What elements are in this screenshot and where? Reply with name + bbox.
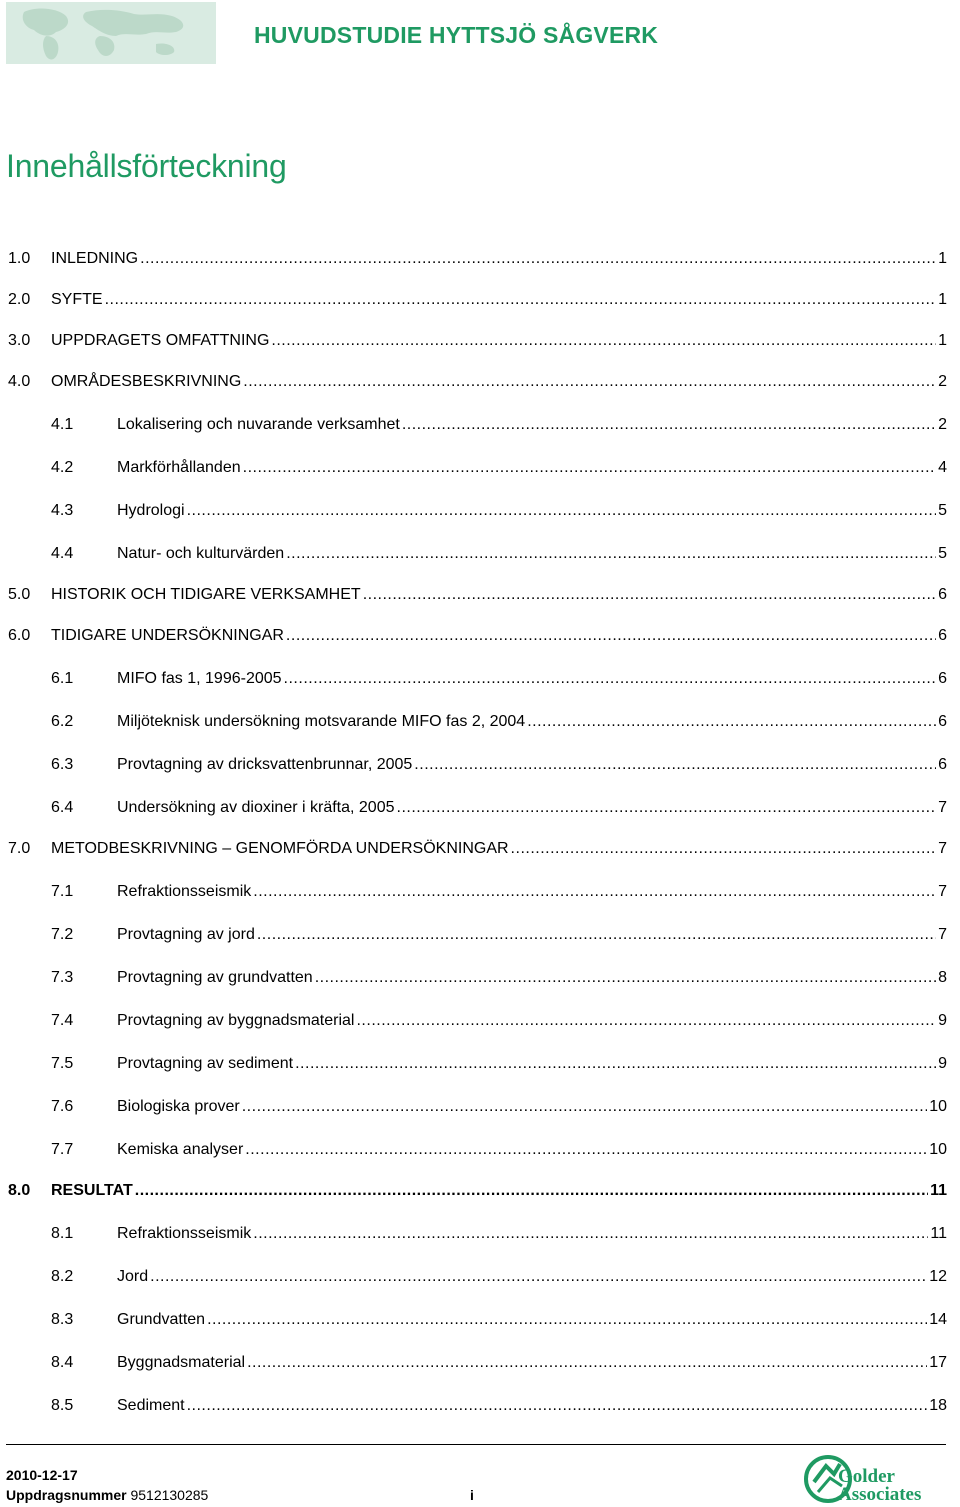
toc-entry-number: 8.5 (51, 1397, 74, 1414)
footer-date: 2010-12-17 (6, 1467, 78, 1483)
toc-entry-page: 11 (930, 1225, 947, 1242)
toc-entry-title: Kemiska analyser (117, 1141, 244, 1158)
toc-entry-page: 6 (938, 670, 947, 687)
toc-entry-page: 11 (930, 1182, 947, 1199)
toc-leader (243, 371, 936, 393)
toc-entry-4-2[interactable] (51, 457, 947, 479)
toc-entry-title: RESULTAT (51, 1182, 133, 1199)
toc-entry-number: 6.0 (8, 627, 31, 644)
company-name-line1: Golder (838, 1466, 895, 1487)
toc-entry-title: TIDIGARE UNDERSÖKNINGAR (51, 627, 284, 644)
toc-leader (527, 711, 936, 733)
toc-entry-number: 4.0 (8, 373, 31, 390)
toc-entry-6-2[interactable] (51, 711, 947, 733)
toc-entry-7-3[interactable] (51, 967, 947, 989)
order-number-label: Uppdragsnummer (6, 1487, 127, 1503)
toc-entry-number: 7.1 (51, 883, 74, 900)
toc-entry-number: 6.2 (51, 713, 74, 730)
toc-entry-number: 7.4 (51, 1012, 74, 1029)
toc-entry-page: 2 (938, 373, 947, 390)
toc-entry-6-4[interactable] (51, 797, 947, 819)
toc-entry-8-0[interactable] (8, 1180, 947, 1202)
toc-entry-page: 18 (929, 1397, 947, 1414)
toc-entry-number: 8.3 (51, 1311, 74, 1328)
toc-entry-page: 7 (938, 926, 947, 943)
toc-entry-title: Provtagning av byggnadsmaterial (117, 1012, 355, 1029)
toc-heading: Innehållsförteckning (6, 148, 287, 184)
toc-entry-7-5[interactable] (51, 1053, 947, 1075)
toc-entry-7-1[interactable] (51, 881, 947, 903)
toc-entry-7-7[interactable] (51, 1139, 947, 1161)
toc-entry-page: 6 (938, 713, 947, 730)
toc-leader (363, 584, 936, 606)
toc-leader (187, 1395, 928, 1417)
toc-entry-number: 7.6 (51, 1098, 74, 1115)
toc-entry-number: 4.2 (51, 459, 74, 476)
toc-entry-number: 4.3 (51, 502, 74, 519)
toc-leader (284, 668, 937, 690)
toc-entry-title: MIFO fas 1, 1996-2005 (117, 670, 282, 687)
toc-entry-6-0[interactable] (8, 625, 947, 647)
toc-entry-number: 7.0 (8, 840, 31, 857)
toc-leader (356, 1010, 936, 1032)
toc-entry-6-3[interactable] (51, 754, 947, 776)
toc-entry-8-4[interactable] (51, 1352, 947, 1374)
toc-entry-number: 7.3 (51, 969, 74, 986)
toc-leader (247, 1352, 927, 1374)
toc-entry-number: 5.0 (8, 586, 31, 603)
toc-entry-number: 4.4 (51, 545, 74, 562)
toc-entry-page: 6 (938, 756, 947, 773)
toc-entry-title: Lokalisering och nuvarande verksamhet (117, 416, 400, 433)
toc-entry-page: 10 (929, 1141, 947, 1158)
toc-entry-number: 7.5 (51, 1055, 74, 1072)
toc-leader (315, 967, 936, 989)
toc-entry-page: 14 (929, 1311, 947, 1328)
toc-entry-page: 6 (938, 586, 947, 603)
toc-entry-number: 6.3 (51, 756, 74, 773)
toc-entry-page: 5 (938, 545, 947, 562)
toc-entry-6-1[interactable] (51, 668, 947, 690)
toc-entry-page: 9 (938, 1055, 947, 1072)
toc-entry-title: OMRÅDESBESKRIVNING (51, 373, 242, 390)
toc-leader (414, 754, 936, 776)
toc-entry-7-2[interactable] (51, 924, 947, 946)
toc-entry-title: Sediment (117, 1397, 185, 1414)
toc-leader (511, 838, 937, 860)
toc-entry-number: 6.4 (51, 799, 74, 816)
toc-entry-4-4[interactable] (51, 543, 947, 565)
toc-entry-title: Undersökning av dioxiner i kräfta, 2005 (117, 799, 395, 816)
toc-leader (187, 500, 937, 522)
toc-entry-title: Grundvatten (117, 1311, 206, 1328)
toc-entry-title: UPPDRAGETS OMFATTNING (51, 332, 270, 349)
toc-entry-4-1[interactable] (51, 414, 947, 436)
toc-entry-8-5[interactable] (51, 1395, 947, 1417)
toc-leader (243, 457, 936, 479)
toc-leader (397, 797, 937, 819)
toc-entry-4-3[interactable] (51, 500, 947, 522)
toc-leader (253, 1223, 928, 1245)
toc-leader (150, 1266, 927, 1288)
toc-leader (257, 924, 936, 946)
toc-entry-4-0[interactable] (8, 371, 947, 393)
toc-entry-2-0[interactable] (8, 289, 947, 311)
toc-entry-number: 2.0 (8, 291, 31, 308)
toc-entry-7-4[interactable] (51, 1010, 947, 1032)
toc-entry-page: 9 (938, 1012, 947, 1029)
toc-entry-number: 8.1 (51, 1225, 74, 1242)
toc-entry-number: 4.1 (51, 416, 74, 433)
toc-entry-page: 8 (938, 969, 947, 986)
toc-entry-8-1[interactable] (51, 1223, 947, 1245)
toc-entry-page: 4 (938, 459, 947, 476)
toc-entry-title: METODBESKRIVNING – GENOMFÖRDA UNDERSÖKNINGAR (51, 840, 509, 857)
toc-entry-title: SYFTE (51, 291, 103, 308)
toc-entry-title: HISTORIK OCH TIDIGARE VERKSAMHET (51, 586, 361, 603)
toc-entry-8-3[interactable] (51, 1309, 947, 1331)
toc-entry-title: Byggnadsmaterial (117, 1354, 246, 1371)
toc-leader (207, 1309, 927, 1331)
toc-leader (295, 1053, 936, 1075)
toc-leader (253, 881, 936, 903)
company-name-line2: Associates (838, 1484, 922, 1505)
toc-entry-page: 17 (929, 1354, 947, 1371)
toc-entry-number: 7.2 (51, 926, 74, 943)
toc-entry-title: Provtagning av sediment (117, 1055, 294, 1072)
footer-order-number (6, 1487, 208, 1503)
toc-entry-title: Refraktionsseismik (117, 1225, 252, 1242)
toc-entry-page: 5 (938, 502, 947, 519)
toc-entry-3-0[interactable] (8, 330, 947, 352)
toc-entry-number: 8.0 (8, 1182, 31, 1199)
toc-entry-page: 7 (938, 883, 947, 900)
toc-entry-number: 8.4 (51, 1354, 74, 1371)
toc-entry-number: 6.1 (51, 670, 74, 687)
toc-entry-page: 2 (938, 416, 947, 433)
document-title: HUVUDSTUDIE HYTTSJÖ SÅGVERK (254, 22, 659, 48)
toc-leader (245, 1139, 927, 1161)
toc-entry-page: 7 (938, 799, 947, 816)
toc-entry-title: Hydrologi (117, 502, 185, 519)
toc-entry-title: Provtagning av dricksvattenbrunnar, 2005 (117, 756, 413, 773)
toc-entry-title: Jord (117, 1268, 149, 1285)
toc-entry-title: Refraktionsseismik (117, 883, 252, 900)
toc-leader (402, 414, 936, 436)
toc-leader (105, 289, 937, 311)
toc-leader (286, 543, 936, 565)
toc-entry-1-0[interactable] (8, 248, 947, 270)
toc-leader (135, 1180, 928, 1202)
toc-entry-page: 6 (938, 627, 947, 644)
toc-leader (271, 330, 936, 352)
toc-entry-page: 10 (929, 1098, 947, 1115)
toc-entry-title: INLEDNING (51, 250, 139, 267)
toc-entry-title: Provtagning av jord (117, 926, 255, 943)
order-number-value: 9512130285 (130, 1487, 209, 1503)
toc-leader (242, 1096, 927, 1118)
toc-entry-title: Miljöteknisk undersökning motsvarande MIFO fas 2, 2004 (117, 713, 526, 730)
toc-entry-5-0[interactable] (8, 584, 947, 606)
toc-entry-7-6[interactable] (51, 1096, 947, 1118)
toc-entry-page: 7 (938, 840, 947, 857)
toc-entry-title: Biologiska prover (117, 1098, 240, 1115)
toc-entry-number: 1.0 (8, 250, 31, 267)
toc-entry-number: 3.0 (8, 332, 31, 349)
toc-entry-page: 12 (929, 1268, 947, 1285)
toc-entry-number: 8.2 (51, 1268, 74, 1285)
toc-entry-page: 1 (938, 332, 947, 349)
toc-entry-page: 1 (938, 250, 947, 267)
toc-entry-page: 1 (938, 291, 947, 308)
toc-entry-7-0[interactable] (8, 838, 947, 860)
toc-entry-number: 7.7 (51, 1141, 74, 1158)
toc-leader (140, 248, 936, 270)
toc-entry-8-2[interactable] (51, 1266, 947, 1288)
toc-leader (286, 625, 936, 647)
toc-entry-title: Markförhållanden (117, 459, 241, 476)
footer-page-number: i (470, 1487, 474, 1503)
toc-entry-title: Provtagning av grundvatten (117, 969, 313, 986)
toc-entry-title: Natur- och kulturvärden (117, 545, 285, 562)
footer-divider (6, 1444, 946, 1445)
golder-associates-wordmark (838, 1468, 921, 1504)
